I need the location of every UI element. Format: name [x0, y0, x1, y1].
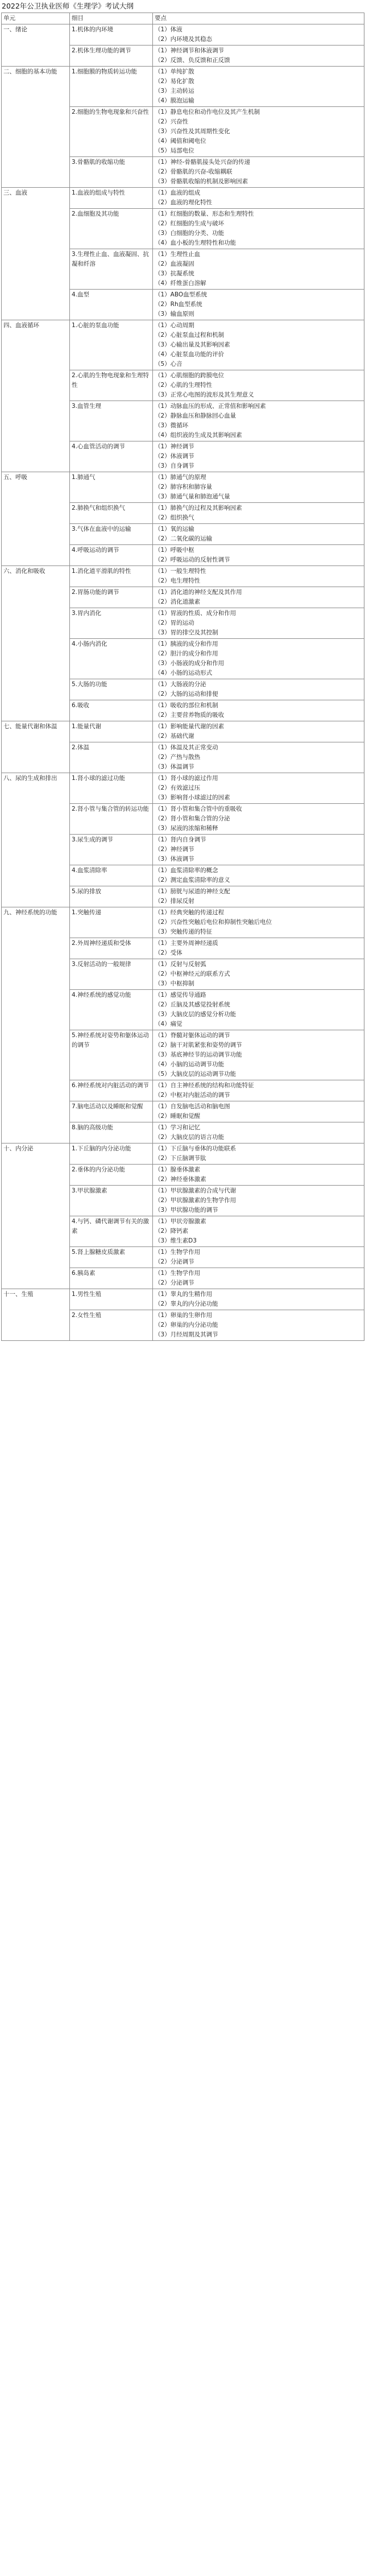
- requirement-point: （1）体液: [155, 26, 182, 33]
- requirements-cell: [153, 608, 364, 639]
- requirement-point: （2）肺容积和肺容量: [155, 484, 213, 490]
- table-row: [2, 472, 364, 503]
- item-cell: 2.体温: [70, 742, 153, 773]
- requirement-point: （3）体温调节: [155, 763, 194, 770]
- requirements-cell: [153, 503, 364, 524]
- requirement-point: （5）局部电位: [155, 147, 194, 154]
- item-cell: 5.大肠的功能: [70, 679, 153, 700]
- unit-cell: 七、能量代谢和体温: [2, 721, 70, 773]
- unit-cell: 十、内分泌: [2, 1143, 70, 1289]
- unit-cell: 九、神经系统的功能: [2, 907, 70, 1143]
- table-row: [2, 907, 364, 938]
- requirement-point: （3）兴奋性及其周期性变化: [155, 128, 230, 135]
- item-cell: 3.骨骼肌的收缩功能: [70, 157, 153, 188]
- requirement-point: （1）神经调节: [155, 443, 194, 450]
- requirement-point: （1）心肌细胞的跨膜电位: [155, 372, 225, 379]
- requirement-point: （1）自发脑电活动和脑电图: [155, 1103, 230, 1110]
- requirement-point: （1）生物学作用: [155, 1270, 201, 1277]
- item-cell: 5.尿的排放: [70, 886, 153, 907]
- requirement-point: （2）兴奋性突触后电位和抑制性突触后电位: [155, 919, 272, 926]
- unit-cell: 二、细胞的基本功能: [2, 67, 70, 188]
- requirements-cell: [153, 1080, 364, 1101]
- requirement-point: （3）抗凝系统: [155, 270, 194, 277]
- item-cell: 4.呼吸运动的调节: [70, 545, 153, 566]
- requirement-point: （2）中枢神经元的联系方式: [155, 971, 230, 977]
- requirements-cell: [153, 441, 364, 472]
- requirement-point: （1）脊髓对躯体运动的调节: [155, 1032, 230, 1039]
- requirement-point: （2）睾丸的内分泌功能: [155, 1301, 218, 1307]
- requirement-point: （1）血液的组成: [155, 189, 201, 196]
- requirements-cell: [153, 249, 364, 290]
- requirement-point: （1）卵巢的生卵作用: [155, 1312, 213, 1319]
- requirements-cell: [153, 566, 364, 587]
- unit-cell: 四、血液循环: [2, 320, 70, 472]
- unit-cell: 八、尿的生成和排出: [2, 773, 70, 907]
- item-cell: 3.尿生成的调节: [70, 835, 153, 865]
- requirements-cell: [153, 107, 364, 157]
- item-cell: 6.吸收: [70, 700, 153, 721]
- requirement-point: （2）丘脑及其感觉投射系统: [155, 1001, 230, 1008]
- requirements-cell: [153, 679, 364, 700]
- requirement-point: （1）ABO血型系统: [155, 291, 208, 298]
- requirement-point: （3）主动转运: [155, 88, 194, 94]
- requirement-point: （3）骨骼肌收缩的机制及影响因素: [155, 178, 248, 185]
- column-header-item: 细目: [70, 13, 153, 24]
- item-cell: 2.女性生殖: [70, 1310, 153, 1341]
- requirement-point: （1）学习和记忆: [155, 1124, 201, 1131]
- requirement-point: （1）红细胞的数量、形态和生理特性: [155, 210, 254, 217]
- requirement-point: （3）白细胞的分类、功能: [155, 230, 225, 237]
- requirement-point: （2）神经调节: [155, 846, 194, 853]
- item-cell: 4.血型: [70, 290, 153, 320]
- requirements-cell: [153, 639, 364, 679]
- requirement-point: （3）正常心电图的波形及其生理意义: [155, 391, 254, 398]
- requirement-point: （2）产热与散热: [155, 754, 201, 761]
- unit-cell: 六、消化和吸收: [2, 566, 70, 721]
- requirement-point: （2）组织换气: [155, 514, 194, 521]
- item-cell: 3.生理性止血、血液凝固、抗凝和纤溶: [70, 249, 153, 290]
- requirement-point: （1）动脉血压的形成、正常值和影响因素: [155, 403, 266, 410]
- requirement-point: （1）自主神经系统的结构和功能特征: [155, 1082, 254, 1089]
- requirement-point: （4）组织液的生成及其影响因素: [155, 432, 242, 439]
- requirements-cell: [153, 1268, 364, 1289]
- requirement-point: （4）纤维蛋白溶解: [155, 280, 206, 287]
- requirement-point: （3）小肠液的成分和作用: [155, 660, 225, 667]
- requirements-cell: [153, 1122, 364, 1143]
- unit-cell: 三、血液: [2, 188, 70, 320]
- requirement-point: （3）心输出量及其影响因素: [155, 341, 230, 348]
- requirements-cell: [153, 1030, 364, 1080]
- requirement-point: （3）输血原则: [155, 311, 194, 317]
- item-cell: 1.下丘脑的内分泌功能: [70, 1143, 153, 1165]
- requirements-cell: [153, 472, 364, 503]
- requirements-cell: [153, 773, 364, 804]
- requirements-cell: [153, 1165, 364, 1186]
- requirement-point: （4）心脏泵血功能的评价: [155, 351, 225, 358]
- requirement-point: （1）呼吸中枢: [155, 547, 194, 554]
- requirements-cell: [153, 320, 364, 370]
- item-cell: 2.肺换气和组织换气: [70, 503, 153, 524]
- item-cell: 2.细胞的生物电现象和兴奋性: [70, 107, 153, 157]
- requirement-point: （1）消化道的神经支配及其作用: [155, 589, 242, 596]
- requirement-point: （2）胃的运动: [155, 620, 194, 626]
- item-cell: 6.胰岛素: [70, 1268, 153, 1289]
- requirement-point: （1）主要外周神经递质: [155, 940, 218, 947]
- page-title: 2022年公卫执业医师《生理学》考试大纲: [2, 2, 134, 10]
- table-row: [2, 188, 364, 209]
- table-row: [2, 67, 364, 107]
- requirement-point: （2）测定血浆清除率的意义: [155, 877, 230, 884]
- requirements-cell: [153, 1216, 364, 1247]
- requirement-point: （2）易化扩散: [155, 78, 194, 85]
- requirement-point: （3）胃的排空及其控制: [155, 629, 218, 636]
- requirements-cell: [153, 804, 364, 835]
- requirement-point: （1）胰液的成分和作用: [155, 641, 218, 647]
- requirement-point: （4）膜泡运输: [155, 97, 194, 104]
- requirement-point: （3）体液调节: [155, 856, 194, 862]
- requirement-point: （2）心肌的生理特性: [155, 382, 213, 389]
- requirement-point: （1）血浆清除率的概念: [155, 867, 218, 874]
- requirements-cell: [153, 188, 364, 209]
- requirement-point: （3）肺通气量和肺泡通气量: [155, 493, 230, 500]
- column-header-requirements: 要点: [153, 13, 364, 24]
- unit-cell: 十一、生殖: [2, 1289, 70, 1341]
- requirements-cell: [153, 290, 364, 320]
- requirements-cell: [153, 835, 364, 865]
- requirement-point: （2）主要营养物质的吸收: [155, 712, 225, 719]
- requirement-point: （3）中枢抑制: [155, 980, 194, 987]
- table-row: [2, 320, 364, 370]
- item-cell: 8.脑的高级功能: [70, 1122, 153, 1143]
- item-cell: 6.神经系统对内脏活动的调节: [70, 1080, 153, 1101]
- requirement-point: （1）吸收的部位和机制: [155, 702, 218, 709]
- requirement-point: （1）体温及其正常变动: [155, 744, 218, 751]
- requirement-point: （2）内环境及其稳态: [155, 36, 213, 43]
- requirement-point: （3）自身调节: [155, 463, 194, 469]
- requirement-point: （1）膀胱与尿道的神经支配: [155, 888, 230, 895]
- unit-cell: 一、绪论: [2, 24, 70, 67]
- requirement-point: （1）影响能量代谢的因素: [155, 723, 225, 730]
- requirement-point: （1）肺换气的过程及其影响因素: [155, 505, 242, 511]
- requirement-point: （4）痛觉: [155, 1021, 182, 1027]
- requirement-point: （1）大肠液的分泌: [155, 681, 206, 688]
- requirements-cell: [153, 401, 364, 441]
- requirements-cell: [153, 587, 364, 608]
- requirements-cell: [153, 886, 364, 907]
- requirement-point: （2）体液调节: [155, 453, 194, 460]
- requirement-point: （2）胆汁的成分和作用: [155, 650, 218, 657]
- requirement-point: （1）肺通气的原理: [155, 474, 206, 481]
- requirement-point: （1）氧的运输: [155, 526, 194, 532]
- table-row: [2, 1143, 364, 1165]
- requirements-cell: [153, 209, 364, 249]
- unit-cell: 五、呼吸: [2, 472, 70, 566]
- requirements-cell: [153, 24, 364, 46]
- requirement-point: （2）排尿反射: [155, 898, 194, 905]
- requirement-point: （4）血小板的生理特性和功能: [155, 240, 237, 246]
- table-row: [2, 566, 364, 587]
- requirement-point: （1）肾小管和集合管中的重吸收: [155, 806, 242, 812]
- requirement-point: （2）呼吸运动的反射性调节: [155, 556, 230, 563]
- requirements-cell: [153, 1101, 364, 1122]
- requirement-point: （2）睡眠和觉醒: [155, 1113, 201, 1120]
- requirements-cell: [153, 545, 364, 566]
- table-row: [2, 1289, 364, 1310]
- requirements-cell: [153, 157, 364, 188]
- requirement-point: （2）有效滤过压: [155, 785, 201, 791]
- requirement-point: （1）甲状旁腺激素: [155, 1218, 206, 1225]
- requirement-point: （1）反射与反射弧: [155, 961, 206, 968]
- requirement-point: （2）电生理特性: [155, 577, 201, 584]
- item-cell: 5.肾上腺糖皮质激素: [70, 1247, 153, 1268]
- requirements-cell: [153, 1247, 364, 1268]
- item-cell: 2.心肌的生物电现象和生理特性: [70, 370, 153, 401]
- table-row: [2, 721, 364, 742]
- requirement-point: （2）红细胞的生成与破坏: [155, 220, 225, 227]
- requirement-point: （3）尿液的浓缩和稀释: [155, 825, 218, 832]
- requirement-point: （2）血液的理化特性: [155, 199, 213, 206]
- requirement-point: （3）大脑皮层的感觉分析功能: [155, 1011, 237, 1018]
- requirement-point: （2）分泌调节: [155, 1258, 194, 1265]
- syllabus-table: [1, 13, 364, 1341]
- requirement-point: （2）心脏泵血过程和机制: [155, 332, 225, 338]
- requirement-point: （4）小脑的运动调节功能: [155, 1061, 225, 1068]
- requirement-point: （2）静脉血压和静脉回心血量: [155, 412, 237, 419]
- item-cell: 7.脑电活动以及睡眠和觉醒: [70, 1101, 153, 1122]
- requirement-point: （1）肾内自身调节: [155, 836, 206, 843]
- requirement-point: （2）脑干对肌紧张和姿势的调节: [155, 1042, 242, 1048]
- requirement-point: （4）小肠的运动形式: [155, 670, 213, 676]
- requirements-cell: [153, 46, 364, 67]
- table-row: [2, 773, 364, 804]
- requirements-cell: [153, 721, 364, 742]
- requirement-point: （1）胃液的性质、成分和作用: [155, 610, 237, 617]
- item-cell: 3.胃内消化: [70, 608, 153, 639]
- requirement-point: （1）心动周期: [155, 322, 194, 329]
- requirement-point: （2）甲状腺激素的生物学作用: [155, 1197, 237, 1204]
- item-cell: 1.机体的内环境: [70, 24, 153, 46]
- requirement-point: （3）微循环: [155, 422, 189, 429]
- item-cell: 4.血浆清除率: [70, 865, 153, 886]
- requirements-cell: [153, 959, 364, 990]
- requirement-point: （3）影响肾小球滤过的因素: [155, 794, 230, 801]
- table-row: [2, 24, 364, 46]
- item-cell: 1.消化道平滑肌的特性: [70, 566, 153, 587]
- requirement-point: （2）血液凝固: [155, 261, 194, 267]
- item-cell: 1.心脏的泵血功能: [70, 320, 153, 370]
- requirement-point: （2）大脑皮层的语言功能: [155, 1134, 225, 1141]
- requirement-point: （4）阈值和阈电位: [155, 138, 206, 145]
- item-cell: 5.神经系统对姿势和躯体运动的调节: [70, 1030, 153, 1080]
- requirement-point: （2）肾小管和集合管的分泌: [155, 815, 230, 822]
- item-cell: 2.机体生理功能的调节: [70, 46, 153, 67]
- requirement-point: （1）生物学作用: [155, 1249, 201, 1256]
- requirement-point: （2）骨骼肌的兴奋-收缩耦联: [155, 168, 233, 175]
- item-cell: 4.心血管活动的调节: [70, 441, 153, 472]
- table-header-row: [2, 13, 364, 24]
- requirements-cell: [153, 524, 364, 545]
- item-cell: 1.血液的组成与特性: [70, 188, 153, 209]
- item-cell: 3.甲状腺激素: [70, 1186, 153, 1216]
- requirements-cell: [153, 865, 364, 886]
- requirement-point: （1）睾丸的生精作用: [155, 1291, 213, 1298]
- item-cell: 2.胃肠功能的调节: [70, 587, 153, 608]
- item-cell: 1.肾小球的滤过功能: [70, 773, 153, 804]
- item-cell: 4.神经系统的感觉功能: [70, 990, 153, 1030]
- item-cell: 1.细胞膜的物质转运功能: [70, 67, 153, 107]
- column-header-unit: 单元: [2, 13, 70, 24]
- requirement-point: （2）Rh血型系统: [155, 301, 202, 308]
- requirement-point: （2）中枢对内脏活动的调节: [155, 1092, 230, 1099]
- requirements-cell: [153, 938, 364, 959]
- table-body: [2, 24, 364, 1341]
- requirement-point: （3）维生素D3: [155, 1237, 197, 1244]
- requirements-cell: [153, 990, 364, 1030]
- requirement-point: （1）肾小球的滤过作用: [155, 775, 218, 782]
- requirements-cell: [153, 67, 364, 107]
- requirement-point: （1）一般生理特性: [155, 568, 206, 575]
- requirement-point: （2）降钙素: [155, 1228, 189, 1235]
- requirement-point: （5）心音: [155, 361, 182, 368]
- requirements-cell: [153, 907, 364, 938]
- requirement-point: （2）分泌调节: [155, 1279, 194, 1286]
- item-cell: 3.反射活动的一般规律: [70, 959, 153, 990]
- requirement-point: （2）反馈、负反馈和正反馈: [155, 57, 230, 64]
- requirements-cell: [153, 1289, 364, 1310]
- requirement-point: （2）兴奋性: [155, 118, 189, 125]
- requirement-point: （2）下丘脑调节肽: [155, 1155, 206, 1162]
- requirement-point: （1）腺垂体激素: [155, 1166, 201, 1173]
- requirement-point: （2）卵巢的内分泌功能: [155, 1322, 218, 1328]
- requirement-point: （3）突触传递的特征: [155, 928, 213, 935]
- requirements-cell: [153, 1186, 364, 1216]
- requirement-point: （1）神经调节和体液调节: [155, 47, 225, 54]
- requirement-point: （3）基底神经节的运动调节功能: [155, 1051, 242, 1058]
- requirement-point: （5）大脑皮层的运动调节功能: [155, 1071, 237, 1078]
- requirements-cell: [153, 370, 364, 401]
- item-cell: 4.小肠内消化: [70, 639, 153, 679]
- item-cell: 2.肾小管与集合管的转运功能: [70, 804, 153, 835]
- requirement-point: （2）神经垂体激素: [155, 1176, 206, 1183]
- requirements-cell: [153, 1310, 364, 1341]
- requirement-point: （1）静息电位和动作电位及其产生机制: [155, 109, 260, 115]
- item-cell: 2.外周神经递质和受体: [70, 938, 153, 959]
- requirement-point: （1）神经-骨骼肌接头处兴奋的传递: [155, 159, 250, 166]
- item-cell: 3.血管生理: [70, 401, 153, 441]
- requirement-point: （3）月经周期及其调节: [155, 1331, 218, 1338]
- requirement-point: （3）甲状腺功能的调节: [155, 1207, 218, 1213]
- requirements-cell: [153, 742, 364, 773]
- requirement-point: （1）感觉传导通路: [155, 992, 206, 998]
- requirement-point: （2）二氧化碳的运输: [155, 535, 213, 542]
- requirements-cell: [153, 1143, 364, 1165]
- item-cell: 3.气体在血液中的运输: [70, 524, 153, 545]
- requirement-point: （1）单纯扩散: [155, 68, 194, 75]
- item-cell: 2.垂体的内分泌功能: [70, 1165, 153, 1186]
- item-cell: 1.突触传递: [70, 907, 153, 938]
- item-cell: 4.与钙、磷代谢调节有关的激素: [70, 1216, 153, 1247]
- requirement-point: （2）消化道激素: [155, 598, 201, 605]
- requirement-point: （1）下丘脑与垂体的功能联系: [155, 1145, 237, 1152]
- requirement-point: （1）经典突触的传递过程: [155, 909, 225, 916]
- item-cell: 1.肺通气: [70, 472, 153, 503]
- requirements-cell: [153, 700, 364, 721]
- requirement-point: （2）基础代谢: [155, 733, 194, 740]
- item-cell: 1.男性生殖: [70, 1289, 153, 1310]
- item-cell: 2.血细胞及其功能: [70, 209, 153, 249]
- requirement-point: （1）甲状腺激素的合成与代谢: [155, 1187, 237, 1194]
- requirement-point: （2）大肠的运动和排便: [155, 691, 218, 697]
- requirement-point: （2）受体: [155, 950, 182, 956]
- requirement-point: （1）生理性止血: [155, 251, 201, 258]
- item-cell: 1.能量代谢: [70, 721, 153, 742]
